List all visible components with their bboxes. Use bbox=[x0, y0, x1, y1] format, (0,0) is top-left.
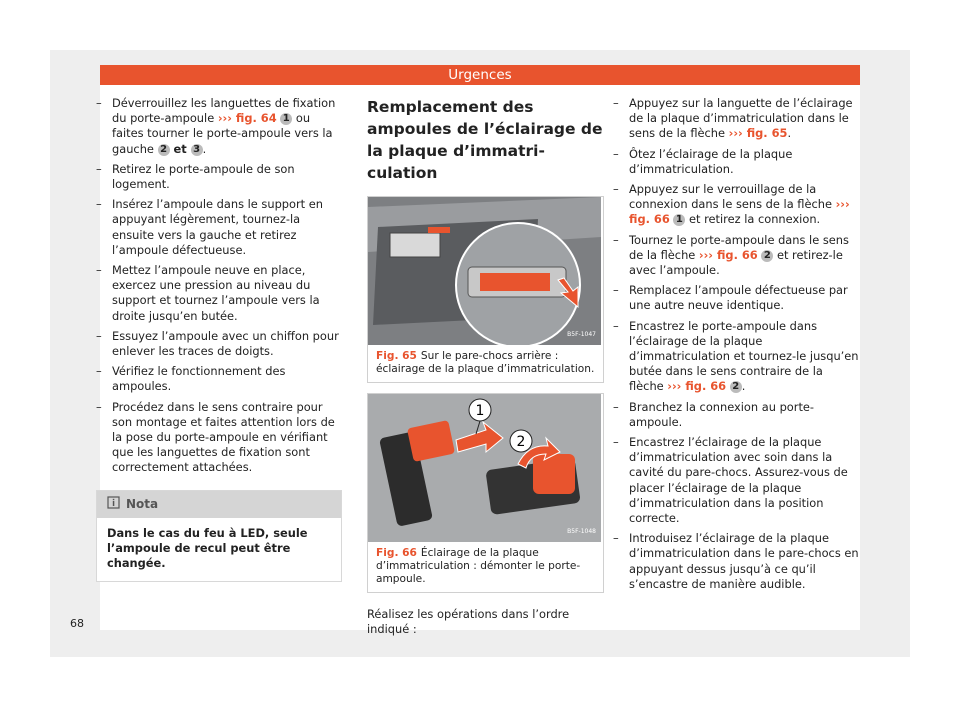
section-header bbox=[100, 65, 860, 85]
section-title: Urgences bbox=[448, 67, 512, 83]
figure-link[interactable]: ››› fig. 66 bbox=[667, 379, 727, 394]
note-header bbox=[97, 491, 341, 518]
list-item: – Déverrouillez les languettes de fixation du porte-ampoule ››› fig. 64 1 ou faites tourner le porte-ampoule vers la gauche 2 et 3 . bbox=[96, 96, 336, 156]
list-item: – Appuyez sur la languette de l’éclairage de la plaque d’immatriculation dans le sens de la flèche ››› fig. 65. bbox=[613, 96, 853, 141]
section-heading: Remplacement des ampoules de l’éclairage de la plaque d’immatriculation bbox=[367, 98, 603, 182]
figure-link[interactable]: ››› fig. 65 bbox=[728, 126, 788, 141]
list-item: – Branchez la connexion au porte-ampoule. bbox=[613, 399, 815, 429]
callout-number: 1 bbox=[280, 113, 292, 125]
figure-code: B5F-1047 bbox=[567, 330, 596, 338]
list-item: – Appuyez sur le verrouillage de la connexion dans le sens de la flèche ››› fig. 66 1 et retirez la connexion. bbox=[613, 182, 850, 227]
figure-65 bbox=[367, 196, 604, 383]
intro-text: Réalisez les opérations dans l’ordre indiqué : bbox=[367, 607, 570, 637]
figure-link[interactable]: ››› fig. 66 bbox=[698, 247, 758, 262]
list-item: – Retirez le porte-ampoule de son logement. bbox=[96, 161, 295, 192]
figure-label: Fig. 65 bbox=[376, 350, 417, 362]
column-middle bbox=[367, 96, 604, 637]
info-icon bbox=[107, 496, 120, 513]
list-item: – Procédez dans le sens contraire pour son montage et faites attention lors de la pose du porte-ampoule en vérifiant que les languettes de fixation sont correctement attachées. bbox=[96, 399, 335, 475]
figure-66 bbox=[367, 393, 604, 593]
license-plate-light-image bbox=[368, 197, 601, 345]
list-item: – Tournez le porte-ampoule dans le sens de la flèche ››› fig. 66 2 et retirez-le avec l’ampoule. bbox=[613, 232, 849, 278]
callout-number: 2 bbox=[158, 144, 170, 156]
callout-number: 3 bbox=[191, 144, 203, 156]
list-item: – Ôtez l’éclairage de la plaque d’immatriculation. bbox=[613, 146, 793, 176]
callout-2: 2 bbox=[516, 434, 526, 450]
figure-code: B5F-1048 bbox=[567, 527, 596, 535]
column-right bbox=[613, 96, 861, 597]
note-text: Dans le cas du feu à LED, seule l’ampoule de recul peut être changée. bbox=[107, 525, 308, 570]
list-item: – Remplacez l’ampoule défectueuse par une autre neuve identique. bbox=[613, 283, 848, 313]
list-item: – Essuyez l’ampoule avec un chiffon pour enlever les traces de doigts. bbox=[96, 328, 339, 359]
column-left bbox=[96, 96, 344, 582]
list-item: – Mettez l’ampoule neuve en place, exercez une pression au niveau du support et tournez l’ampoule vers la droite jusqu’en butée. bbox=[96, 263, 320, 323]
list-item: – Encastrez l’éclairage de la plaque d’immatriculation avec soin dans la cavité du pare-chocs. Assurez-vous de placer l’éclairage de la plaque d’immatriculation dans la position correcte. bbox=[613, 435, 848, 526]
list-item: – Insérez l’ampoule dans le support en appuyant légèrement, tournez-la ensuite vers la gauche et retirez l’ampoule défectueuse. bbox=[96, 197, 323, 257]
callout-number: 2 bbox=[761, 250, 773, 262]
list-item: – Introduisez l’éclairage de la plaque d’immatriculation dans le pare-chocs en appuyant dessus jusqu’à ce qu’il s’encastre de manière audible. bbox=[613, 531, 859, 591]
callout-number: 1 bbox=[673, 214, 685, 226]
figure-link[interactable]: ››› fig. 66 bbox=[629, 197, 850, 227]
callout-1: 1 bbox=[475, 403, 485, 419]
list-item: – Vérifiez le fonctionnement des ampoules. bbox=[96, 364, 286, 394]
note-title: Nota bbox=[126, 496, 159, 511]
page-number: 68 bbox=[70, 617, 84, 630]
bulb-holder-removal-image bbox=[368, 394, 601, 542]
callout-number: 2 bbox=[730, 381, 742, 393]
figure-label: Fig. 66 bbox=[376, 547, 417, 559]
figure-caption: Fig. 65 Sur le pare-chocs arrière : éclairage de la plaque d’immatriculation. bbox=[376, 350, 595, 375]
list-item: – Encastrez le porte-ampoule dans l’éclairage de la plaque d’immatriculation et tournez-le jusqu’en butée dans le sens contraire de la flèche ››› fig. 66 2 . bbox=[613, 318, 859, 394]
figure-link[interactable]: ››› fig. 64 bbox=[217, 111, 277, 126]
note-box bbox=[96, 490, 342, 582]
figure-caption: Fig. 66 Éclairage de la plaque d’immatriculation : démonter le porte-ampoule. bbox=[376, 547, 581, 585]
